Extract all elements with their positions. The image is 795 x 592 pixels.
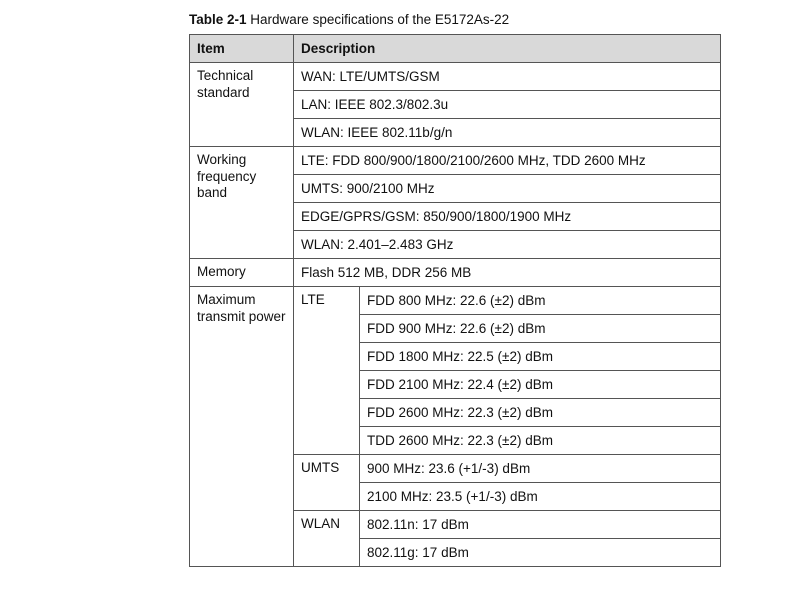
- lte-power-value: FDD 2100 MHz: 22.4 (±2) dBm: [360, 371, 721, 399]
- header-description: Description: [294, 35, 721, 63]
- lte-power-value: FDD 800 MHz: 22.6 (±2) dBm: [360, 287, 721, 315]
- header-item: Item: [190, 35, 294, 63]
- wlan-power-value: 802.11n: 17 dBm: [360, 511, 721, 539]
- caption-text: Hardware specifications of the E5172As-22: [250, 12, 510, 27]
- frequency-band-value: WLAN: 2.401–2.483 GHz: [294, 231, 721, 259]
- lte-power-value: FDD 900 MHz: 22.6 (±2) dBm: [360, 315, 721, 343]
- table-caption: [189, 11, 509, 28]
- table-row: [190, 63, 721, 91]
- table-row: [190, 287, 721, 315]
- umts-label: UMTS: [294, 455, 360, 511]
- memory-value: Flash 512 MB, DDR 256 MB: [294, 259, 721, 287]
- hardware-spec-table: [189, 34, 721, 567]
- memory-label: Memory: [190, 259, 294, 287]
- technical-standard-value: WAN: LTE/UMTS/GSM: [294, 63, 721, 91]
- lte-power-value: FDD 1800 MHz: 22.5 (±2) dBm: [360, 343, 721, 371]
- table-header-row: [190, 35, 721, 63]
- table-row: [190, 147, 721, 175]
- frequency-band-value: LTE: FDD 800/900/1800/2100/2600 MHz, TDD 2600 MHz: [294, 147, 721, 175]
- technical-standard-value: WLAN: IEEE 802.11b/g/n: [294, 119, 721, 147]
- wlan-label: WLAN: [294, 511, 360, 567]
- lte-label: LTE: [294, 287, 360, 455]
- transmit-power-label: Maximum transmit power: [190, 287, 294, 567]
- caption-label: Table 2-1: [189, 12, 247, 27]
- lte-power-value: TDD 2600 MHz: 22.3 (±2) dBm: [360, 427, 721, 455]
- frequency-band-label: Working frequency band: [190, 147, 294, 259]
- lte-power-value: FDD 2600 MHz: 22.3 (±2) dBm: [360, 399, 721, 427]
- technical-standard-label: Technical standard: [190, 63, 294, 147]
- frequency-band-value: UMTS: 900/2100 MHz: [294, 175, 721, 203]
- umts-power-value: 900 MHz: 23.6 (+1/-3) dBm: [360, 455, 721, 483]
- technical-standard-value: LAN: IEEE 802.3/802.3u: [294, 91, 721, 119]
- table-row: [190, 259, 721, 287]
- wlan-power-value: 802.11g: 17 dBm: [360, 539, 721, 567]
- frequency-band-value: EDGE/GPRS/GSM: 850/900/1800/1900 MHz: [294, 203, 721, 231]
- umts-power-value: 2100 MHz: 23.5 (+1/-3) dBm: [360, 483, 721, 511]
